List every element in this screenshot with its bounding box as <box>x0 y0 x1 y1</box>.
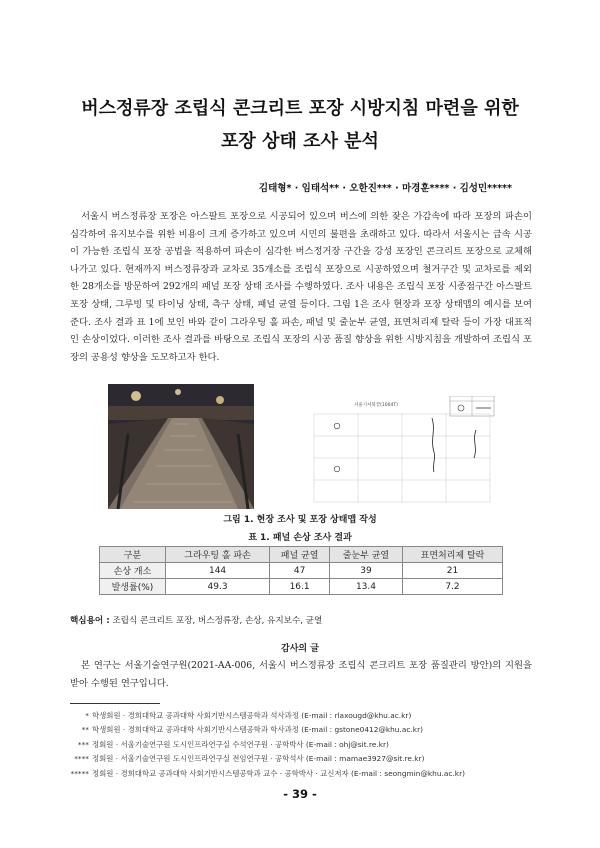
footnote-item <box>60 766 540 781</box>
damage-results-table <box>99 546 503 595</box>
footnote-text: 정회원 · 서울기술연구원 도시인프라연구실 전임연구원 · 공학석사 (E-mail : mamae3927@sit.re.kr) <box>92 754 425 764</box>
condition-map-title: 서울시서북끝(1004T) <box>354 403 398 408</box>
table-cell: 47 <box>270 563 330 579</box>
keywords-label: 핵심용어 : <box>70 616 110 626</box>
header-cell: 표면처리제 탈락 <box>403 547 503 563</box>
footnote-item <box>60 752 540 767</box>
table-cell: 144 <box>165 563 269 579</box>
title-line-1: 버스정류장 조립식 콘크리트 포장 시방지침 마련을 위한 <box>81 98 519 119</box>
site-survey-photo <box>108 384 254 509</box>
table-row <box>100 579 503 595</box>
keywords-text: 조립식 콘크리트 포장, 버스정류장, 손상, 유지보수, 균열 <box>112 616 323 626</box>
row-header-cell: 발생률(%) <box>100 579 166 595</box>
pavement-condition-map <box>300 396 496 514</box>
abstract-paragraph: 서울시 버스정류장 포장은 아스팔트 포장으로 시공되어 있으며 버스에 의한 잦은 가감속에 따라 포장의 파손이 심각하여 유지보수를 위한 비용이 크게 증가하고 있으며 시민의 불편을 초래하고 있다. 따라서 서울시는 급속 시공이 가능한 조립식 포장 공법을 적용하여 파손이 심각한 버스정거장 구간을 강성 포장인 콘크리트 포장으로 교체해 나가고 있다. 현재까지 버스정류장과 교차로 35개소를 조립식 포장으로 시공하였으며 철거구간 및 교차로를 제외한 28개소를 방문하여 292개의 패널 포장 상태 조사를 수행하였다. 조사 내용은 조립식 포장 시종점구간 아스팔트 포장 상태, 그루빙 및 타이닝 상태, 측구 상태, 패널 균열 등이다. 그림 1은 조사 현장과 포장 상태맵의 예시를 보여준다. 조사 결과 표 1에 보인 바와 같이 그라우팅 홀 파손, 패널 및 줄눈부 균열, 표면처리제 탈락 등이 가장 대표적인 손상이었다. 이러한 조사 결과를 바탕으로 조립식 포장의 시공 품질 향상을 위한 시방지침을 개발하여 조립식 포장의 공용성 향상을 도모하고자 한다. <box>70 211 532 363</box>
header-cell: 구분 <box>100 547 166 563</box>
header-cell: 그라우팅 홀 파손 <box>165 547 269 563</box>
acknowledgement-text: 본 연구는 서울기술연구원(2021-AA-006, 서울시 버스정류장 조립식 콘크리트 포장 품질관리 방안)의 지원을 받아 수행된 연구입니다. <box>70 660 532 689</box>
page-number: - 39 - <box>283 787 317 801</box>
footnote-text: 정회원 · 경희대학교 공과대학 사회기반시스템공학과 교수 · 공학박사 · 교신저자 (E-mail : seongmin@khu.ac.kr) <box>92 768 466 778</box>
condition-map-legend <box>450 396 494 416</box>
footnote-mark: * <box>85 710 89 720</box>
footnote-item <box>60 708 540 723</box>
table-cell: 13.4 <box>329 579 402 595</box>
author-list: 김태형* · 임태석** · 오한진*** · 마경훈**** · 김성민***** <box>258 183 512 194</box>
figure-caption: 그림 1. 현장 조사 및 포장 상태맵 작성 <box>223 515 377 525</box>
header-cell: 줄눈부 균열 <box>329 547 402 563</box>
keywords-line <box>70 614 322 626</box>
footnote-mark: **** <box>74 754 89 764</box>
paper-title <box>40 92 560 158</box>
footnote-mark: *** <box>77 739 89 749</box>
table-cell: 16.1 <box>270 579 330 595</box>
footnote-text: 학생회원 · 경희대학교 공과대학 사회기반시스템공학과 학사과정 (E-mail : gstone0412@khu.ac.kr) <box>92 725 423 735</box>
crack-marks <box>432 418 476 472</box>
row-header-cell: 손상 개소 <box>100 563 166 579</box>
footnote-item <box>60 737 540 752</box>
footnote-divider <box>70 703 160 704</box>
header-cell: 패널 균열 <box>270 547 330 563</box>
grouting-hole-marks <box>334 423 340 472</box>
footnote-text: 정회원 · 서울기술연구원 도시인프라연구실 수석연구원 · 공학박사 (E-mail : ohj@sit.re.kr) <box>92 739 389 749</box>
table-header-row <box>100 547 503 563</box>
footnotes <box>60 708 540 781</box>
title-line-2: 포장 상태 조사 분석 <box>221 131 379 152</box>
table-row <box>100 563 503 579</box>
footnote-mark: ** <box>81 725 89 735</box>
table-cell: 21 <box>403 563 503 579</box>
table-caption: 표 1. 패널 손상 조사 결과 <box>248 533 352 543</box>
footnote-mark: ***** <box>70 768 89 778</box>
footnote-text: 학생회원 · 경희대학교 공과대학 사회기반시스템공학과 석사과정 (E-mail : rlaxougd@khu.ac.kr) <box>92 710 412 720</box>
acknowledgement-heading: 감사의 글 <box>281 644 319 654</box>
table-cell: 39 <box>329 563 402 579</box>
footnote-item <box>60 723 540 738</box>
table-cell: 49.3 <box>165 579 269 595</box>
table-cell: 7.2 <box>403 579 503 595</box>
